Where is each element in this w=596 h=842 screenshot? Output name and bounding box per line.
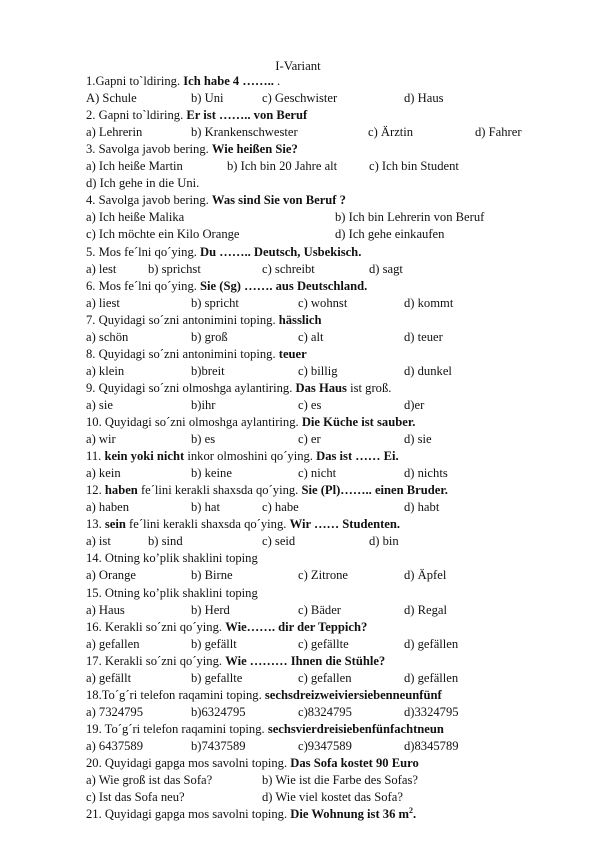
question-text: 6. Mos fe´lni qo´ying. <box>86 278 201 293</box>
question-text: 5. Mos fe´lni qo´ying. <box>86 244 201 259</box>
answer-option: c) seid <box>262 534 296 549</box>
question-text: 16. Kerakli so´zni qo´ying. <box>86 619 226 634</box>
question-bold-text: Das Sofa kostet 90 Euro <box>290 756 419 770</box>
answer-option: d) Wie viel kostet das Sofa? <box>262 790 403 805</box>
question-text: 15. Otning ko’plik shaklini toping <box>86 585 258 600</box>
question-suffix: fe´lini kerakli shaxsda qo´ying. <box>125 517 290 532</box>
answer-option: a) Wie groß ist das Sofa? <box>86 773 213 788</box>
question-bold-text: sechsvierdreisiebenfünfachtneun <box>267 721 444 736</box>
question-bold-text: Wie heißen Sie? <box>211 142 298 157</box>
answer-option: c) alt <box>298 329 324 344</box>
question-line <box>86 447 399 465</box>
question-bold-text: Ich habe 4 …….. <box>183 74 274 88</box>
answer-option: a) kein <box>86 466 121 481</box>
answer-option: b)6324795 <box>191 704 246 719</box>
answer-option: b) groß <box>191 329 228 344</box>
question-line <box>86 140 298 158</box>
answer-option: c) Ich bin Student <box>369 159 459 174</box>
answer-option: A) Schule <box>86 91 137 106</box>
question-text: 2. Gapni to`ldiring. <box>86 108 187 123</box>
answer-option: d) Ich gehe in die Uni. <box>86 176 200 191</box>
answer-option: a) klein <box>86 363 125 378</box>
question-text: 1.Gapni to`ldiring. <box>86 74 184 88</box>
answer-option: b) sprichst <box>148 261 201 276</box>
question-line <box>86 481 448 499</box>
answer-option: b) Ich bin Lehrerin von Beruf <box>335 210 485 225</box>
answer-option: d) gefällen <box>404 670 459 685</box>
question-text: 4. Savolga javob bering. <box>86 193 212 208</box>
question-line <box>86 277 367 295</box>
answer-option: c) er <box>298 432 321 447</box>
question-bold-text: Die Wohnung ist 36 m <box>290 807 410 822</box>
question-text: 10. Quyidagi so´zni olmoshga aylantiring. <box>86 415 302 429</box>
answer-option: d) Haus <box>404 91 444 106</box>
question-line <box>86 311 321 329</box>
question-text: 20. Quyidagi gapga mos savolni toping. <box>86 756 291 770</box>
answer-option: b) Wie ist die Farbe des Sofas? <box>262 773 418 788</box>
question-bold-text: Wie ……… Ihnen die Stühle? <box>225 653 386 668</box>
answer-option: d)8345789 <box>404 738 459 753</box>
question-line <box>86 345 307 363</box>
question-text: 13. <box>86 517 105 532</box>
answer-option: a) lest <box>86 261 117 276</box>
question-bold-text: Sie (Sg) ……. aus Deutschland. <box>200 278 368 293</box>
question-line <box>86 72 280 90</box>
answer-option: b) Ich bin 20 Jahre alt <box>227 159 338 174</box>
answer-option: c) nicht <box>298 466 337 481</box>
question-text: 19. To´g´ri telefon raqamini toping. <box>86 721 268 736</box>
answer-option: d) kommt <box>404 295 454 310</box>
answer-option: a) haben <box>86 500 130 515</box>
answer-option: c) Ich möchte ein Kilo Orange <box>86 227 240 242</box>
answer-option: b) gefällt <box>191 636 237 651</box>
answer-option: d) Äpfel <box>404 568 447 583</box>
answer-option: b) Krankenschwester <box>191 125 298 140</box>
answer-option: a) Haus <box>86 602 125 617</box>
answer-option: d)3324795 <box>404 704 459 719</box>
answer-option: b) sind <box>148 534 183 549</box>
question-bold-text: kein yoki nicht <box>104 449 185 464</box>
question-text: 18.To´g´ri telefon raqamini toping. <box>86 687 265 702</box>
answer-option: b) Birne <box>191 568 233 583</box>
question-bold-text: Wie……. dir der Teppich? <box>225 619 368 634</box>
question-line <box>86 652 385 670</box>
question-bold-text: hässlich <box>278 312 322 327</box>
answer-option: a) ist <box>86 534 111 549</box>
question-line <box>86 243 361 261</box>
answer-option: c) gefallen <box>298 670 352 685</box>
answer-option: c)9347589 <box>298 738 352 753</box>
question-bold-text: Er ist …….. von Beruf <box>186 108 308 123</box>
question-text: 3. Savolga javob bering. <box>86 142 212 157</box>
answer-option: c) gefällte <box>298 636 349 651</box>
question-text: 14. Otning ko’plik shaklini toping <box>86 551 258 566</box>
question-text: 21. Quyidagi gapga mos savolni toping. <box>86 807 291 822</box>
answer-option: c) billig <box>298 363 338 378</box>
answer-option: b) gefallte <box>191 670 243 685</box>
question-bold-text: Was sind Sie von Beruf ? <box>211 193 346 208</box>
question-text: 7. Quyidagi so´zni antonimini toping. <box>86 312 279 327</box>
answer-option: b) hat <box>191 500 221 515</box>
question-suffix: inkor olmoshini qo´ying. <box>184 449 317 464</box>
question-text: 9. Quyidagi so´zni olmoshga aylantiring. <box>86 380 296 395</box>
question-bold-text: Sie (Pl)…….. einen Bruder. <box>301 483 448 498</box>
answer-option: a) 6437589 <box>86 738 144 753</box>
answer-option: a) Lehrerin <box>86 125 143 140</box>
answer-option: a) Orange <box>86 568 136 583</box>
answer-option: a) gefällt <box>86 670 132 685</box>
question-text: 12. <box>86 483 105 498</box>
answer-option: d) teuer <box>404 329 443 344</box>
answer-option: d) habt <box>404 500 440 515</box>
question-line <box>86 191 346 209</box>
answer-option: a) 7324795 <box>86 704 144 719</box>
page-title: I-Variant <box>275 59 321 73</box>
answer-option: b) keine <box>191 466 232 481</box>
question-text: 17. Kerakli so´zni qo´ying. <box>86 653 226 668</box>
question-text: 11. <box>86 449 105 464</box>
question-line <box>86 754 419 772</box>
answer-option: c) schreibt <box>262 261 315 276</box>
answer-option: d) bin <box>369 534 399 549</box>
answer-option: c) Zitrone <box>298 568 348 583</box>
question-text: 8. Quyidagi so´zni antonimini toping. <box>86 346 279 361</box>
answer-option: b) Herd <box>191 602 230 617</box>
answer-option: d) gefällen <box>404 636 459 651</box>
answer-option: b) Uni <box>191 91 224 106</box>
question-suffix: fe´lini kerakli shaxsda qo´ying. <box>137 483 302 498</box>
answer-option: a) sie <box>86 397 113 412</box>
question-line <box>86 720 444 738</box>
answer-option: c)8324795 <box>298 704 352 719</box>
question-bold-text: Das Haus <box>295 380 347 395</box>
answer-option: c) Geschwister <box>262 91 338 106</box>
answer-option: c) habe <box>262 500 299 515</box>
answer-option: c) Bäder <box>298 602 342 617</box>
answer-option: c) Ist das Sofa neu? <box>86 790 185 805</box>
question-line <box>86 549 258 567</box>
question-line <box>86 584 258 602</box>
answer-option: a) gefallen <box>86 636 140 651</box>
question-line <box>86 686 442 704</box>
question-suffix: ist groß. <box>346 380 392 395</box>
answer-option: d) dunkel <box>404 363 452 378</box>
question-bold-text: Die Küche ist sauber. <box>301 415 416 429</box>
question-suffix: . <box>273 74 281 88</box>
answer-option: c) wohnst <box>298 295 348 310</box>
question-bold-text: teuer <box>278 346 307 361</box>
answer-option: c) es <box>298 397 322 412</box>
answer-option: d) Ich gehe einkaufen <box>335 227 445 242</box>
question-line <box>86 618 367 636</box>
question-line <box>86 379 391 397</box>
question-line <box>86 106 307 124</box>
question-bold-text: . <box>413 807 417 822</box>
question-bold-text: Du …….. Deutsch, Usbekisch. <box>200 244 362 259</box>
question-bold-text: sechsdreizweiviersiebenneunfünf <box>264 687 442 702</box>
answer-option: d) Fahrer <box>475 125 522 140</box>
question-line <box>86 805 416 823</box>
answer-option: b)7437589 <box>191 738 246 753</box>
answer-option: d) Regal <box>404 602 448 617</box>
question-line <box>86 413 415 431</box>
answer-option: a) liest <box>86 295 120 310</box>
question-bold-text: Wir …… Studenten. <box>289 517 401 532</box>
question-line <box>86 515 400 533</box>
answer-option: a) Ich heiße Malika <box>86 210 185 225</box>
answer-option: b) spricht <box>191 295 239 310</box>
answer-option: d) sie <box>404 432 432 447</box>
superscript: 2 <box>409 805 414 815</box>
answer-option: a) wir <box>86 432 116 447</box>
answer-option: d) nichts <box>404 466 448 481</box>
answer-option: c) Ärztin <box>368 125 414 140</box>
answer-option: b)breit <box>191 363 225 378</box>
answer-option: d) sagt <box>369 261 403 276</box>
answer-option: b) es <box>191 432 216 447</box>
answer-option: b)ihr <box>191 397 216 412</box>
answer-option: a) Ich heiße Martin <box>86 159 183 174</box>
question-bold-text: Das ist …… Ei. <box>316 449 399 464</box>
answer-option: d)er <box>404 397 425 412</box>
question-bold-text: haben <box>104 483 138 498</box>
question-bold-text: sein <box>104 517 126 532</box>
answer-option: a) schön <box>86 329 129 344</box>
